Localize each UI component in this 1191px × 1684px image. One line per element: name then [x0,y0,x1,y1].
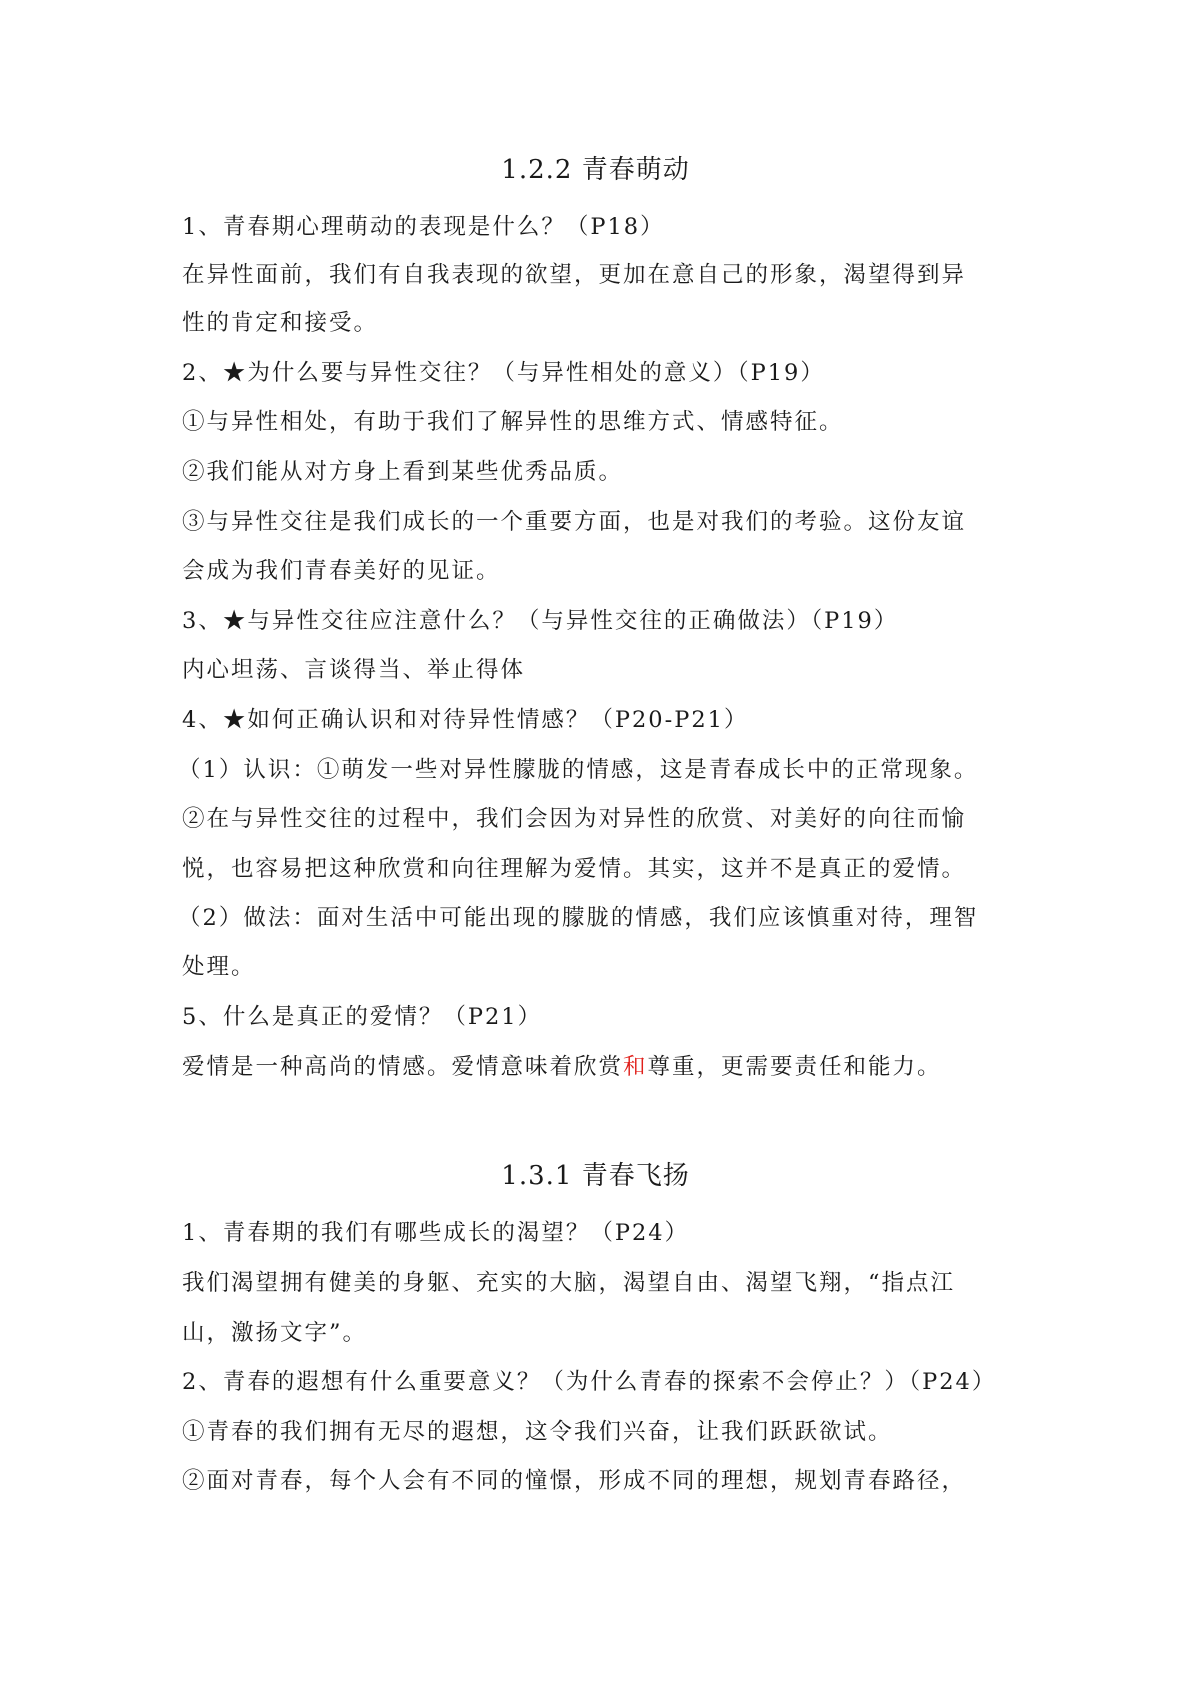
answer-2-sec2-line-2: ②面对青春，每个人会有不同的憧憬，形成不同的理想，规划青春路径， [182,1468,967,1494]
question-5: 5、什么是真正的爱情？（P21） [182,1004,543,1030]
answer-4-line-4: （2）做法：面对生活中可能出现的朦胧的情感，我们应该慎重对待，理智 [178,905,979,931]
answer-5-text-b: 尊重，更需要责任和能力。 [647,1054,942,1080]
answer-2-sec2-line-1: ①青春的我们拥有无尽的遐想，这令我们兴奋，让我们跃跃欲试。 [182,1419,893,1445]
answer-2-line-2: ②我们能从对方身上看到某些优秀品质。 [182,459,624,485]
answer-1-line-1: 在异性面前，我们有自我表现的欲望，更加在意自己的形象，渴望得到异 [182,262,967,288]
question-2: 2、★为什么要与异性交往？（与异性相处的意义）（P19） [182,360,825,386]
answer-3-line-1: 内心坦荡、言谈得当、举止得体 [182,657,526,683]
answer-2-line-1: ①与异性相处，有助于我们了解异性的思维方式、情感特征。 [182,409,844,435]
answer-2-line-3: ③与异性交往是我们成长的一个重要方面，也是对我们的考验。这份友谊 [182,509,967,535]
question-4: 4、★如何正确认识和对待异性情感？（P20-P21） [182,707,749,733]
answer-5-highlight: 和 [623,1054,648,1080]
answer-1-sec2-line-2: 山，激扬文字”。 [182,1320,368,1346]
question-3: 3、★与异性交往应注意什么？（与异性交往的正确做法）（P19） [182,608,899,634]
question-1: 1、青春期心理萌动的表现是什么？（P18） [182,214,665,240]
answer-4-line-5: 处理。 [182,954,256,980]
question-1-sec2: 1、青春期的我们有哪些成长的渴望？（P24） [182,1220,690,1246]
answer-1-sec2-line-1: 我们渴望拥有健美的身躯、充实的大脑，渴望自由、渴望飞翔，“指点江 [182,1270,956,1296]
answer-2-line-4: 会成为我们青春美好的见证。 [182,558,501,584]
answer-4-line-2: ②在与异性交往的过程中，我们会因为对异性的欣赏、对美好的向往而愉 [182,806,967,832]
answer-5-line-1 [182,1052,942,1082]
section-title-1-3-1: 1.3.1 青春飞扬 [501,1161,690,1191]
answer-5-text-a: 爱情是一种高尚的情感。爱情意味着欣赏 [182,1054,624,1080]
answer-1-line-2: 性的肯定和接受。 [182,310,379,336]
answer-4-line-3: 悦，也容易把这种欣赏和向往理解为爱情。其实，这并不是真正的爱情。 [182,856,967,882]
section-title-1-2-2: 1.2.2 青春萌动 [501,155,690,185]
question-2-sec2: 2、青春的遐想有什么重要意义？（为什么青春的探索不会停止？）（P24） [182,1369,997,1395]
answer-4-line-1: （1）认识：①萌发一些对异性朦胧的情感，这是青春成长中的正常现象。 [178,757,979,783]
